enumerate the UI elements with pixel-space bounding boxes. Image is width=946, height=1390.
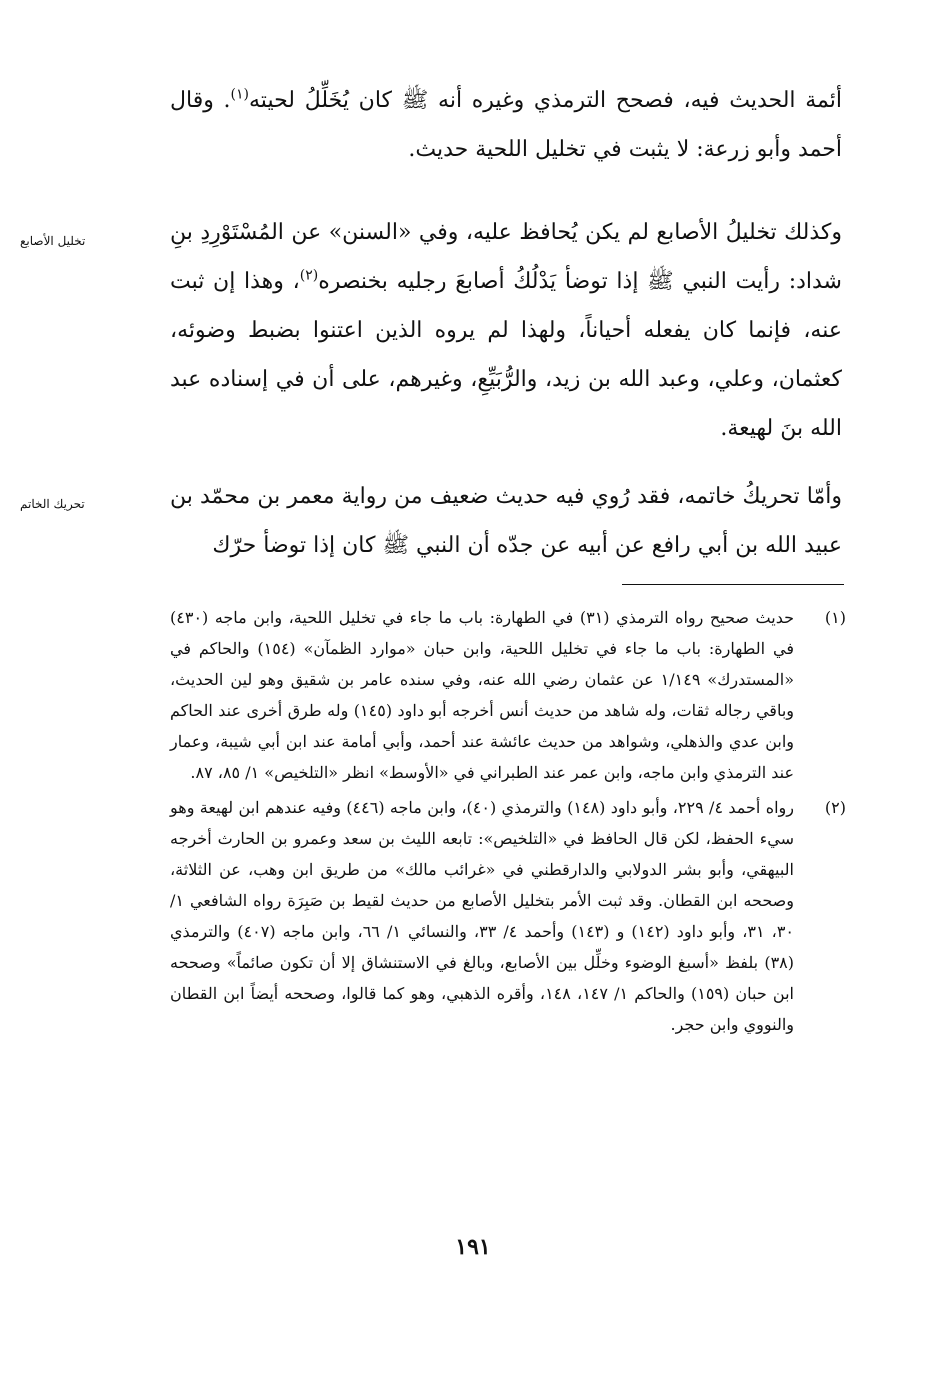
- paragraph-3: [170, 472, 842, 570]
- margin-note-ring-moving: تحريك الخاتم: [20, 497, 85, 511]
- paragraph-1-text: أئمة الحديث فيه، فصحح الترمذي وغيره أنه ﷺ كان يُخَلِّلُ لحيته: [249, 88, 842, 113]
- paragraph-2-text-cont: ، وهذا إن ثبت عنه، فإنما كان يفعله أحياناً، ولهذا لم يروه الذين اعتنوا بضبط وضوئه، كعثمان، وعلي، وعبد الله بن زيد، والرُّبَيِّعِ، وغيرهم، على أن في إسناده عبد الله بنَ لهيعة.: [170, 269, 842, 441]
- paragraph-1: [170, 76, 842, 174]
- footnote-ref-1[interactable]: (١): [230, 86, 250, 103]
- paragraph-1-text-cont: . وقال أحمد وأبو زرعة: لا يثبت في تخليل اللحية حديث.: [170, 88, 842, 162]
- footnote-ref-2[interactable]: (٢): [299, 267, 319, 284]
- footnotes-section: [170, 602, 846, 1040]
- footnote-1-text: حديث صحيح رواه الترمذي (٣١) في الطهارة: باب ما جاء في تخليل اللحية، وابن ماجه (٤٣٠) في الطهارة: باب ما جاء في تخليل اللحية، وابن حبان «موارد الظمآن» (١٥٤) والحاكم في «المستدرك» ١/١٤٩ عن عثمان رضي الله عنه، وفي سنده عامر بن شقيق وهو لين الحديث، وباقي رجاله ثقات، وله شاهد من حديث أنس أخرجه أبو داود (١٤٥) وله طرق أخرى عند الحاكم وابن عدي والذهلي، وشواهد من حديث عائشة عند أحمد، وأبي أمامة عند ابن أبي شيبة، وعمار عند الترمذي وابن ماجه، وابن عمر عند الطبراني في «الأوسط» انظر «التلخيص» ١/ ٨٥، ٨٧.: [170, 608, 795, 782]
- footnote-2-text: رواه أحمد ٤/ ٢٢٩، وأبو داود (١٤٨) والترمذي (٤٠)، وابن ماجه (٤٤٦) وفيه عندهم ابن لهيعة وهو سيء الحفظ، لكن قال الحافظ في «التلخيص»: تابعه الليث بن سعد وعمرو بن الحارث أخرجه البيهقي، وأبو بشر الدولابي والدارقطني في «غرائب مالك» من طريق ابن وهب، عن الثلاثة، وصححه ابن القطان. وقد ثبت الأمر بتخليل الأصابع من حديث لقيط بن صَبِرَة رواه الشافعي ١/ ٣٠، ٣١، وأبو داود (١٤٢) و (١٤٣) وأحمد ٤/ ٣٣، والنسائي ١/ ٦٦، وابن ماجه (٤٠٧) والترمذي (٣٨) بلفظ «أسبغ الوضوء وخلِّل بين الأصابع، وبالغ في الاستنشاق إلا أن تكون صائماً» وصححه ابن حبان (١٥٩) والحاكم ١/ ١٤٧، ١٤٨، وأقره الذهبي، وهو كما قالوا، وصححه أيضاً ابن القطان والنووي وابن حجر.: [170, 798, 795, 1034]
- footnote-2: [170, 792, 846, 1040]
- margin-note-finger-cleaning: تخليل الأصابع: [20, 234, 86, 248]
- page-number: ١٩١: [455, 1234, 491, 1260]
- paragraph-3-text: وأمّا تحريكُ خاتمه، فقد رُوي فيه حديث ضعيف من رواية معمر بن محمّد بن عبيد الله بن أبي رافع عن أبيه عن جدّه أن النبي ﷺ كان إذا توضأ حرّك: [170, 484, 842, 558]
- footnote-1-number: (١): [824, 608, 846, 627]
- footnote-2-number: (٢): [824, 798, 846, 817]
- paragraph-2: [170, 208, 842, 453]
- footnote-separator: [622, 584, 844, 585]
- paragraph-2-text: وكذلك تخليلُ الأصابع لم يكن يُحافظ عليه، وفي «السنن» عن المُسْتَوْرِدِ بنِ شداد: رأيت النبي ﷺ إذا توضأ يَدْلُكُ أصابعَ رجليه بخنصره: [170, 220, 842, 294]
- footnote-1: [170, 602, 846, 788]
